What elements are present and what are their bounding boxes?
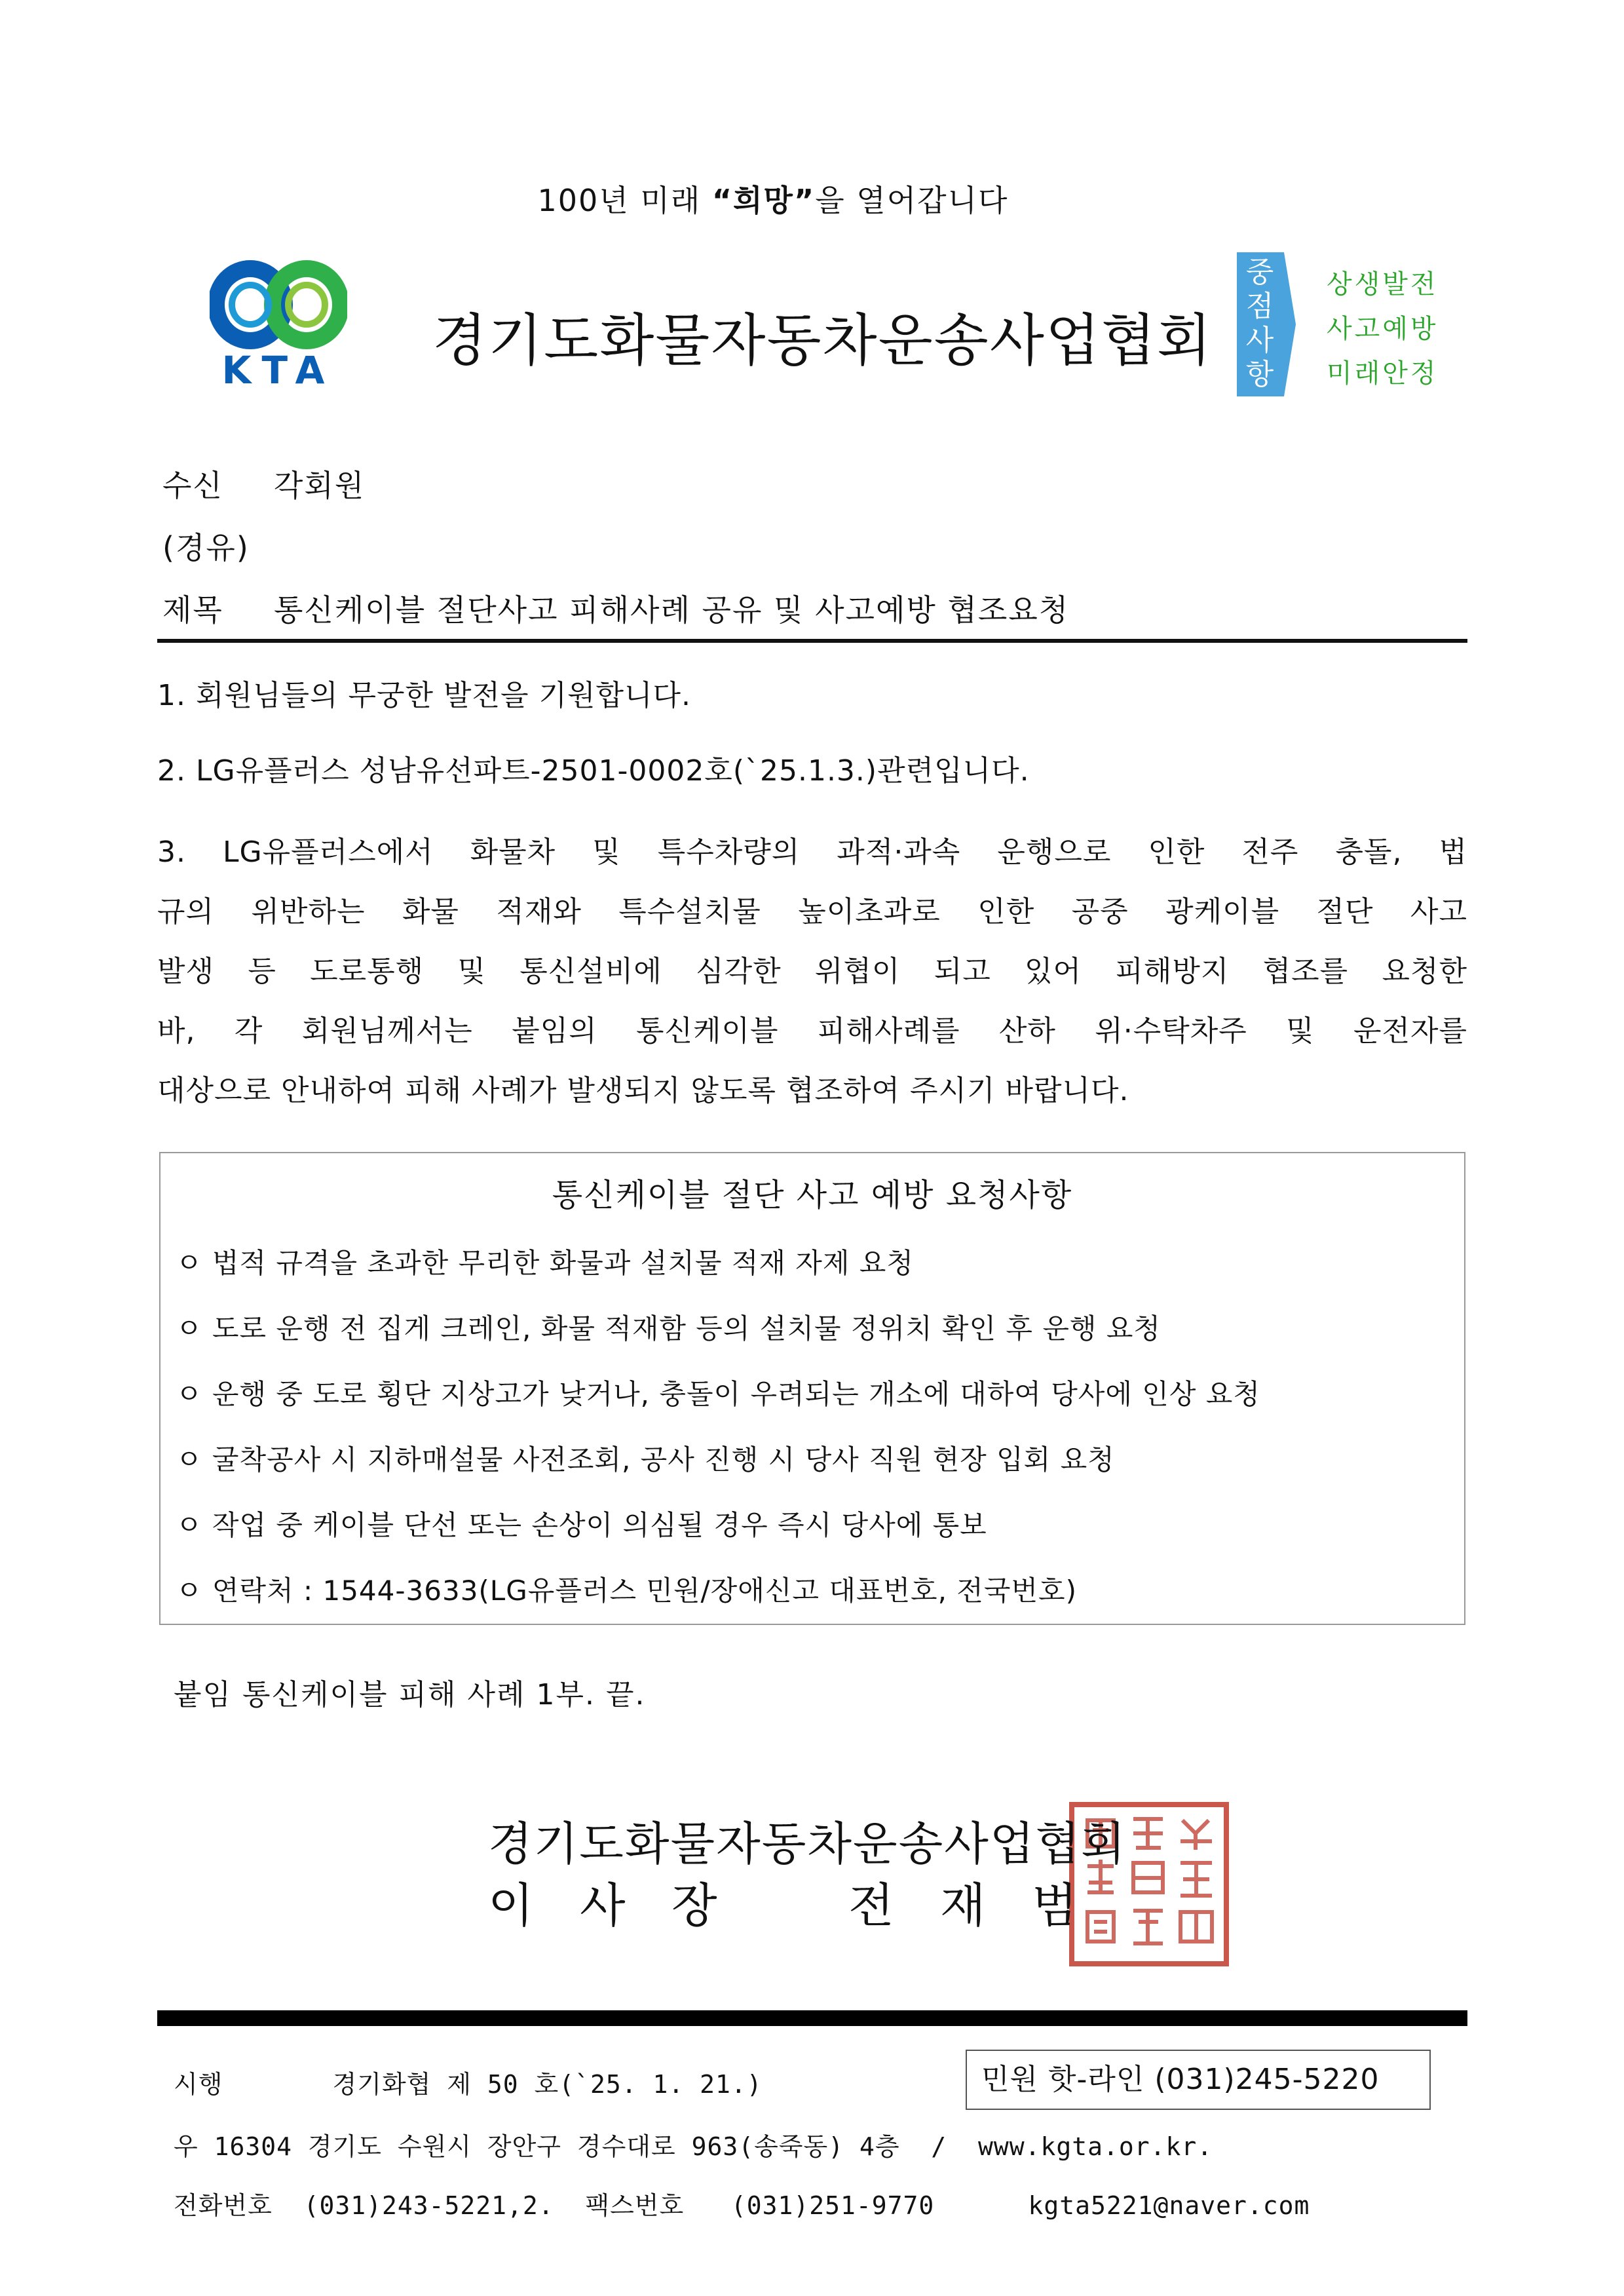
request-item: ㅇ 법적 규격을 초과한 무리한 화물과 설치물 적재 자제 요청 [176, 1247, 914, 1279]
core-values [1327, 262, 1439, 396]
footer-divider [157, 2010, 1467, 2026]
request-item: ㅇ 운행 중 도로 횡단 지상고가 낮거나, 충돌이 우려되는 개소에 대하여 당사에 인상 요청 [176, 1378, 1260, 1410]
paragraph-3-line: 규의 위반하는 화물 적재와 특수설치물 높이초과로 인한 공중 광케이블 절단 사고 [157, 895, 1467, 928]
logo-text: KTA [221, 348, 335, 390]
badge-char: 사 [1245, 324, 1274, 357]
slogan [0, 177, 1546, 220]
paragraph-2: 2. LG유플러스 성남유선파트-2501-0002호(`25.1.3.)관련입니다. [157, 754, 1030, 788]
issue-number: 시행 경기화협 제 50 호(`25. 1. 21.) [174, 2070, 763, 2099]
paragraph-3-line: 3. LG유플러스에서 화물차 및 특수차량의 과적·과속 운행으로 인한 전주 충돌, 법 [157, 835, 1467, 869]
org-title: 경기도화물자동차운송사업협회 [432, 308, 1213, 373]
badge-char: 중 [1245, 256, 1274, 289]
signature-char: 사 [580, 1878, 627, 1933]
subject-line [162, 586, 1069, 630]
paragraph-3-line: 발생 등 도로통행 및 통신설비에 심각한 위협이 되고 있어 피해방지 협조를 요청한 [157, 955, 1467, 988]
signature-char: 전 [848, 1878, 896, 1933]
badge-char: 점 [1245, 290, 1274, 323]
paragraph-3 [157, 822, 1467, 1120]
attachment-note: 붙임 통신케이블 피해 사례 1부. 끝. [174, 1678, 646, 1712]
slogan-prefix: 100년 미래 [537, 183, 712, 218]
slogan-suffix: 을 열어갑니다 [815, 183, 1009, 218]
value-item: 미래안정 [1327, 358, 1439, 389]
request-item: ㅇ 작업 중 케이블 단선 또는 손상이 의심될 경우 즉시 당사에 통보 [176, 1509, 987, 1541]
contact-line: 전화번호 (031)243-5221,2. 팩스번호 (031)251-9770 kgta5221@naver.com [174, 2191, 1310, 2220]
hotline-box: 민원 핫-라인 (031)245-5220 [966, 2050, 1431, 2110]
address-line: 우 16304 경기도 수원시 장안구 경수대로 963(송죽동) 4층 / www.kgta.or.kr. [174, 2132, 1213, 2161]
subject-value: 통신케이블 절단사고 피해사례 공유 및 사고예방 협조요청 [274, 592, 1070, 628]
badge-text [1237, 256, 1283, 392]
value-item: 상생발전 [1327, 269, 1439, 299]
request-item: ㅇ 도로 운행 전 집게 크레인, 화물 적재함 등의 설치물 정위치 확인 후 운행 요청 [176, 1312, 1161, 1345]
signature-char: 이 [488, 1878, 535, 1933]
paragraph-1: 1. 회원님들의 무궁한 발전을 기원합니다. [157, 679, 691, 712]
request-item: ㅇ 연락처 : 1544-3633(LG유플러스 민원/장애신고 대표번호, 전국번호) [176, 1575, 1077, 1607]
paragraph-3-line: 대상으로 안내하여 피해 사례가 발생되지 않도록 협조하여 주시기 바랍니다. [157, 1074, 1129, 1107]
signature-char: 장 [671, 1878, 719, 1933]
recipient-line [162, 462, 365, 505]
value-item: 사고예방 [1327, 314, 1439, 344]
kta-logo [210, 259, 347, 390]
subject-label: 제목 [162, 592, 223, 628]
request-item: ㅇ 굴착공사 시 지하매설물 사전조회, 공사 진행 시 당사 직원 현장 입회 요청 [176, 1444, 1115, 1476]
recipient-label: 수신 [162, 468, 223, 503]
signature-title [488, 1867, 1079, 1936]
paragraph-3-line: 바, 각 회원님께서는 붙임의 통신케이블 피해사례를 산하 위·수탁차주 및 운전자를 [157, 1014, 1467, 1048]
signature-char: 재 [940, 1878, 987, 1933]
header-divider [157, 639, 1467, 643]
request-box-title: 통신케이블 절단 사고 예방 요청사항 [552, 1177, 1073, 1214]
via-line: (경유) [162, 530, 250, 565]
recipient-value: 각회원 [274, 468, 366, 503]
slogan-emphasis: “희망” [711, 183, 816, 218]
signature-char: 범 [1032, 1878, 1079, 1933]
badge-char: 항 [1245, 358, 1274, 391]
signature-org: 경기도화물자동차운송사업협회 [488, 1817, 1127, 1871]
